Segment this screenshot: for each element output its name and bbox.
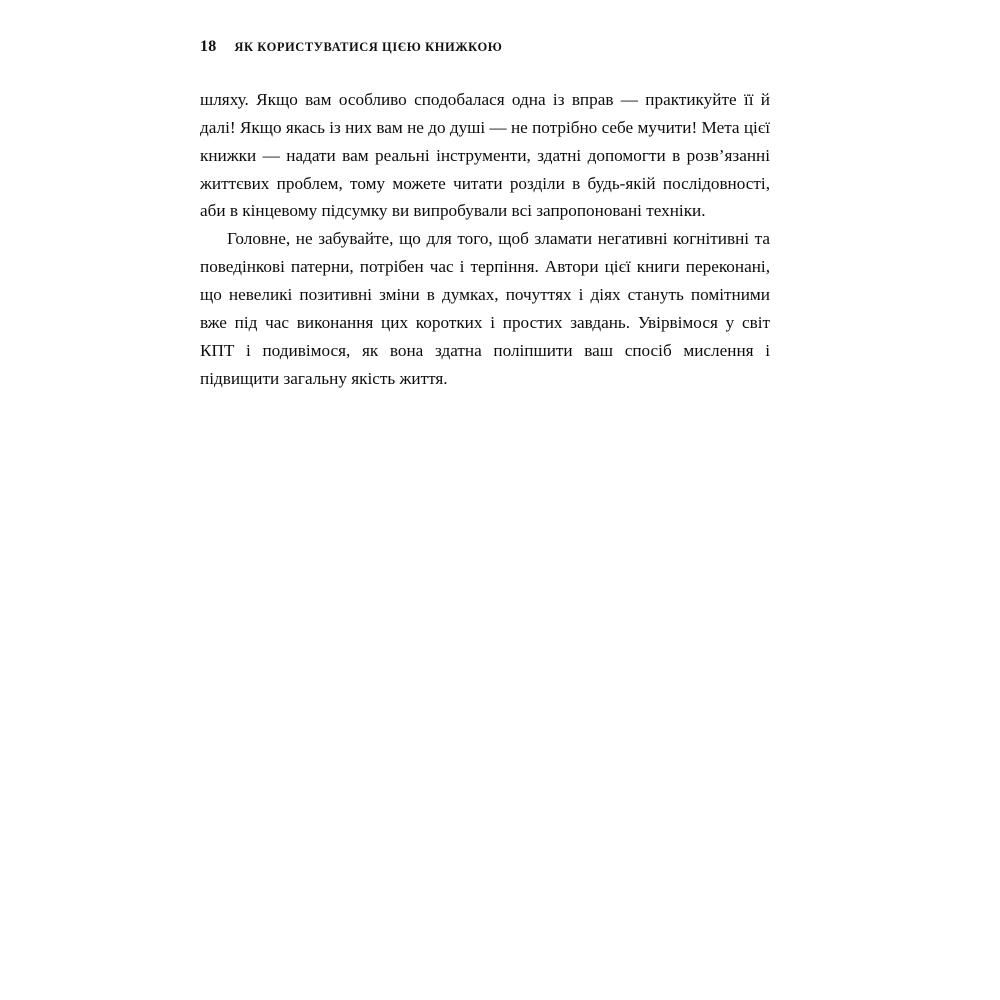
body-text [200,86,770,392]
page-content [200,38,770,392]
page-number: 18 [200,38,217,55]
paragraph-2: Головне, не забувайте, що для того, щоб зламати негативні когнітивні та поведінкові патерни, потрібен час і терпіння. Автори цієї книги переконані, що невеликі позитивні зміни в думках, почуттях і діях стануть помітними вже під час виконання цих коротких і простих завдань. Увірвімося у світ КПТ і подивімося, як вона здатна поліпшити ваш спосіб мислення і підвищити загальну якість життя. [200,229,770,388]
running-head [200,38,770,56]
paragraph-1: шляху. Якщо вам особливо сподобалася одна із вправ — практикуйте її й далі! Якщо якась із них вам не до душі — не потрібно себе мучити! Мета цієї книжки — надати вам реальні інструменти, здатні допомогти в розв’язанні життєвих проблем, тому можете читати розділи в будь-якій послідовності, аби в кінцевому підсумку ви випробували всі запропоновані техніки. [200,90,770,221]
chapter-title: ЯК КОРИСТУВАТИСЯ ЦІЄЮ КНИЖКОЮ [234,40,503,54]
